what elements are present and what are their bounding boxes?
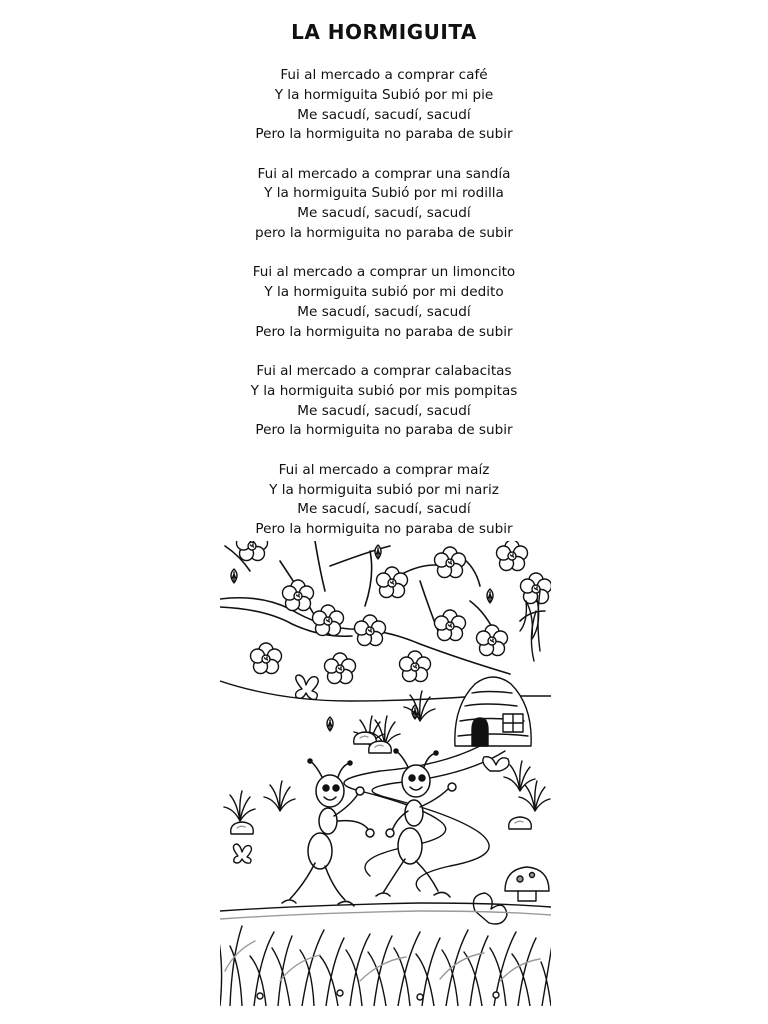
lyric-line: Fui al mercado a comprar un limoncito xyxy=(252,264,516,281)
lyric-line: Fui al mercado a comprar café xyxy=(280,67,488,83)
lyric-line: Me sacudí, sacudí, sacudí xyxy=(297,501,471,518)
lyric-line: Y la hormiguita subió por mis pompitas xyxy=(250,382,518,399)
lyric-line: Fui al mercado a comprar una sandía xyxy=(257,165,511,182)
mushroom xyxy=(473,867,549,924)
lyric-line: Fui al mercado a comprar maíz xyxy=(278,461,490,478)
ants-coloring-illustration xyxy=(220,541,551,1006)
lyric-line: Y la hormiguita Subió por mi rodilla xyxy=(264,185,504,202)
lyric-line: pero la hormiguita no paraba de subir xyxy=(254,225,514,242)
stanza xyxy=(0,263,768,342)
song-title: LA HORMIGUITA xyxy=(291,20,477,44)
ant-right xyxy=(376,749,456,897)
lyric-line: Y la hormiguita subió por mi nariz xyxy=(269,481,499,498)
lyric-line: Pero la hormiguita no paraba de subir xyxy=(255,521,513,538)
lyric-line: Me sacudí, sacudí, sacudí xyxy=(297,106,471,123)
lyric-line: Fui al mercado a comprar calabacitas xyxy=(256,363,512,380)
lyric-line: Pero la hormiguita no paraba de subir xyxy=(255,323,513,340)
anthill-house xyxy=(455,677,531,746)
lyric-line: Me sacudí, sacudí, sacudí xyxy=(297,303,471,320)
stanza xyxy=(0,461,768,540)
ant-left xyxy=(282,759,374,906)
lyric-line: Pero la hormiguita no paraba de subir xyxy=(255,126,513,143)
stanza xyxy=(0,66,768,145)
lyric-line: Y la hormiguita subió por mi dedito xyxy=(264,284,504,301)
foreground-grass xyxy=(220,926,551,1006)
lyric-line: Me sacudí, sacudí, sacudí xyxy=(297,402,471,419)
lyric-line: Y la hormiguita Subió por mi pie xyxy=(274,86,494,103)
lyric-line: Pero la hormiguita no paraba de subir xyxy=(255,422,513,439)
lyric-line: Me sacudí, sacudí, sacudí xyxy=(297,205,471,222)
stanza xyxy=(0,165,768,244)
song-lyrics xyxy=(0,66,768,559)
stanza xyxy=(0,362,768,441)
